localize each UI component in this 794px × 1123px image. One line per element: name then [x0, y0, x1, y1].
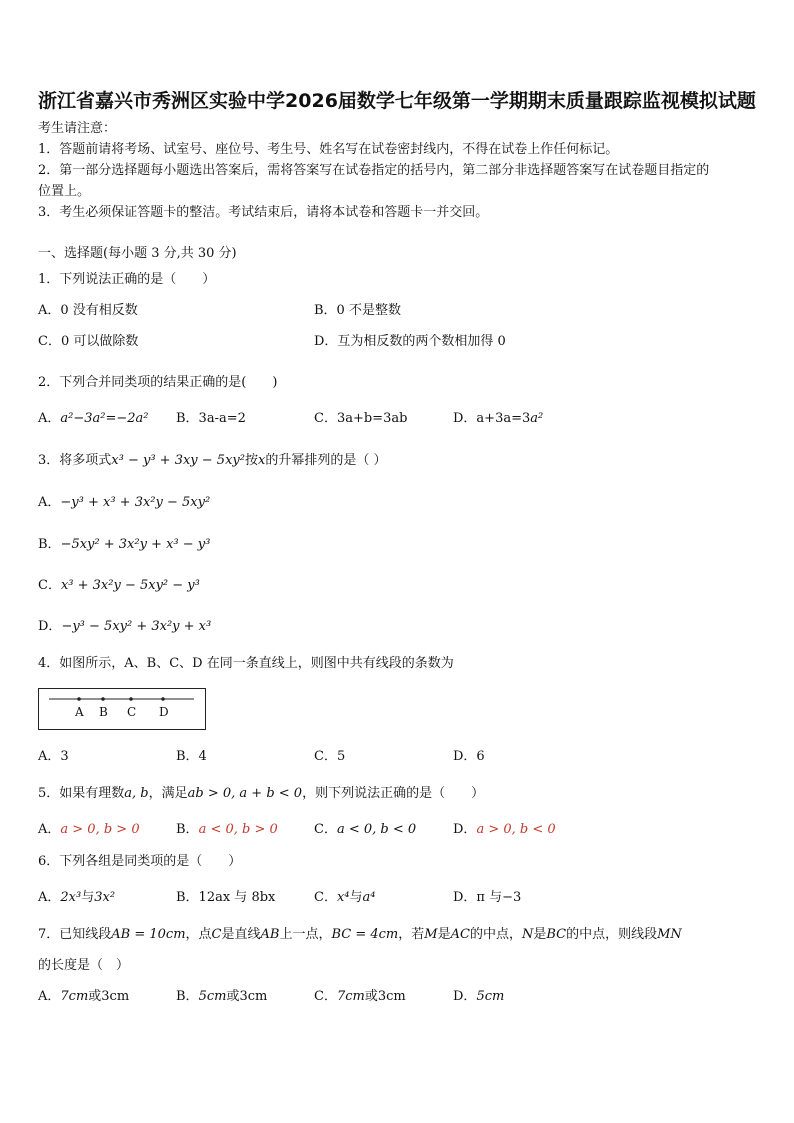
q3-option-d-label: D． [38, 619, 62, 634]
q7-segment-mn: MN [657, 927, 682, 942]
q7-stem-part-1: 7．已知线段 [38, 927, 112, 942]
q3-stem-post: 的升幂排列的是（ ） [265, 453, 387, 468]
section-heading: 一、选择题(每小题 3 分,共 30 分) [38, 246, 237, 261]
q4-point-a-dot [77, 697, 81, 701]
q5-option-b-expr: a < 0, b > 0 [198, 822, 278, 837]
q4-point-b-label: B [99, 705, 108, 719]
q2-option-d-expr: a² [530, 411, 544, 426]
q3-stem-expr: x³ − y³ + 3xy − 5xy² [111, 453, 245, 468]
q4-point-d-dot [161, 697, 165, 701]
q3-option-b [38, 536, 210, 554]
q7-option-b [176, 988, 267, 1006]
q6-option-c-mid: 与 [349, 890, 363, 905]
q3-option-c [38, 577, 200, 595]
q7-option-d-label: D． [453, 989, 477, 1004]
q5-stem-vars: a, b [124, 786, 149, 801]
q7-line-ab: AB [260, 927, 280, 942]
q3-stem [38, 452, 386, 470]
q4-option-d: D．6 [453, 749, 485, 764]
q6-option-c-term2: a⁴ [362, 890, 376, 905]
q3-option-b-expr: −5xy² + 3x²y + x³ − y³ [60, 537, 211, 552]
q6-option-b: B．12ax 与 8bx [176, 890, 276, 905]
q2-option-a-label: A． [38, 411, 61, 426]
q7-option-b-value-1: 5cm [198, 989, 227, 1004]
q5-option-a-expr: a > 0, b > 0 [60, 822, 140, 837]
q7-stem-part-8: 是 [533, 927, 547, 942]
q3-stem-pre: 3．将多项式 [38, 453, 112, 468]
q5-option-b [176, 821, 278, 839]
q7-stem-line2: 的长度是（ ） [38, 958, 130, 973]
q5-stem-cond: ab > 0, a + b < 0 [187, 786, 303, 801]
q7-segment-ac: AC [450, 927, 470, 942]
q1-option-a: A．0 没有相反数 [38, 303, 138, 318]
q3-option-a-expr: −y³ + x³ + 3x²y − 5xy² [60, 495, 211, 510]
q5-option-c-label: C． [314, 822, 337, 837]
q4-point-b-dot [101, 697, 105, 701]
q4-option-b: B．4 [176, 749, 207, 764]
q7-stem-part-3: 是直线 [221, 927, 261, 942]
q5-option-c-expr: a < 0, b < 0 [336, 822, 417, 837]
q4-line-svg [39, 689, 207, 731]
q7-stem [38, 926, 682, 944]
q2-option-a-expr: a²−3a²=−2a² [60, 411, 149, 426]
notice-heading: 考生请注意： [38, 121, 117, 136]
q1-option-d: D．互为相反数的两个数相加得 0 [314, 334, 506, 349]
q5-stem-mid: ，满足 [148, 786, 188, 801]
exam-title: 浙江省嘉兴市秀洲区实验中学2026届数学七年级第一学期期末质量跟踪监视模拟试题 [38, 90, 756, 112]
q5-option-d-label: D． [453, 822, 477, 837]
q7-option-c-value-1: 7cm [336, 989, 365, 1004]
q3-option-a-label: A． [38, 495, 61, 510]
q7-option-b-label: B． [176, 989, 199, 1004]
q5-option-c [314, 821, 416, 839]
q3-stem-mid: 按 [244, 453, 258, 468]
q6-option-c [314, 889, 375, 907]
q7-stem-part-5: ，若 [398, 927, 425, 942]
q7-option-c [314, 988, 406, 1006]
q4-line-figure [38, 688, 206, 730]
q6-option-a-mid: 与 [81, 890, 95, 905]
q7-point-c: C [211, 927, 222, 942]
q7-point-n: N [521, 927, 534, 942]
q7-option-a-value-1: 7cm [60, 989, 89, 1004]
q5-stem-pre: 5．如果有理数 [38, 786, 125, 801]
q7-stem-part-6: 是 [437, 927, 451, 942]
notice-item-3: 3．考生必须保证答题卡的整洁。考试结束后，请将本试卷和答题卡一并交回。 [38, 205, 489, 220]
q1-stem: 1．下列说法正确的是（ ） [38, 272, 216, 287]
q1-option-b: B．0 不是整数 [314, 303, 401, 318]
q2-option-a [38, 410, 149, 428]
q3-option-d-expr: −y³ − 5xy² + 3x²y + x³ [61, 619, 212, 634]
q7-stem-part-4: 上一点， [279, 927, 332, 942]
q6-option-a-label: A． [38, 890, 61, 905]
q7-stem-part-7: 的中点， [469, 927, 522, 942]
q6-option-c-label: C． [314, 890, 337, 905]
q4-point-d-label: D [159, 705, 169, 719]
q6-option-d: D．π 与−3 [453, 890, 522, 905]
q7-bc-length: BC = 4cm [331, 927, 399, 942]
q6-option-a [38, 889, 115, 907]
q7-point-m: M [424, 927, 438, 942]
q2-option-c: C．3a+b=3ab [314, 411, 408, 426]
q2-option-d [453, 410, 543, 428]
q5-option-d-expr: a > 0, b < 0 [476, 822, 556, 837]
q4-option-a: A．3 [38, 749, 69, 764]
q1-option-c: C．0 可以做除数 [38, 334, 139, 349]
q6-option-a-term2: 3x² [94, 890, 116, 905]
q7-option-c-label: C． [314, 989, 337, 1004]
q3-option-b-label: B． [38, 537, 61, 552]
q5-stem-post: ，则下列说法正确的是（ ） [302, 786, 485, 801]
q2-stem: 2．下列合并同类项的结果正确的是( ) [38, 375, 278, 390]
q4-point-c-label: C [127, 705, 137, 719]
q5-option-a [38, 821, 140, 839]
q7-option-a-value-2: 或3cm [88, 989, 130, 1004]
q6-stem: 6．下列各组是同类项的是（ ） [38, 854, 242, 869]
q7-option-d [453, 988, 504, 1006]
q4-point-a-label: A [75, 705, 84, 719]
notice-item-1: 1．答题前请将考场、试室号、座位号、考生号、姓名写在试卷密封线内，不得在试卷上作任何标记。 [38, 142, 619, 157]
q7-option-c-value-2: 或3cm [364, 989, 406, 1004]
q7-option-d-value: 5cm [476, 989, 505, 1004]
q6-option-c-term1: x⁴ [336, 890, 350, 905]
q4-option-c: C．5 [314, 749, 346, 764]
q7-ab-length: AB = 10cm [111, 927, 186, 942]
q3-option-a [38, 494, 210, 512]
q3-option-c-label: C． [38, 578, 61, 593]
q4-stem: 4．如图所示，A、B、C、D 在同一条直线上，则图中共有线段的条数为 [38, 656, 454, 671]
q7-stem-part-9: 的中点，则线段 [566, 927, 658, 942]
q5-option-a-label: A． [38, 822, 61, 837]
q3-option-c-expr: x³ + 3x²y − 5xy² − y³ [60, 578, 200, 593]
q4-point-c-dot [129, 697, 133, 701]
q3-stem-var: x [257, 453, 266, 468]
q2-option-b: B．3a-a=2 [176, 411, 246, 426]
q3-option-d [38, 618, 211, 636]
q7-stem-part-2: ，点 [185, 927, 212, 942]
q7-option-a-label: A． [38, 989, 61, 1004]
notice-item-2-cont: 位置上。 [38, 184, 91, 199]
q5-option-d [453, 821, 556, 839]
q7-segment-bc: BC [546, 927, 567, 942]
notice-item-2: 2．第一部分选择题每小题选出答案后，需将答案写在试卷指定的括号内，第二部分非选择题答案写在试卷题目指定的 [38, 163, 710, 178]
q7-option-b-value-2: 或3cm [226, 989, 268, 1004]
q2-option-d-label: D．a+3a=3 [453, 411, 531, 426]
q5-stem [38, 785, 484, 803]
q5-option-b-label: B． [176, 822, 199, 837]
q7-option-a [38, 988, 129, 1006]
q6-option-a-term1: 2x³ [60, 890, 82, 905]
